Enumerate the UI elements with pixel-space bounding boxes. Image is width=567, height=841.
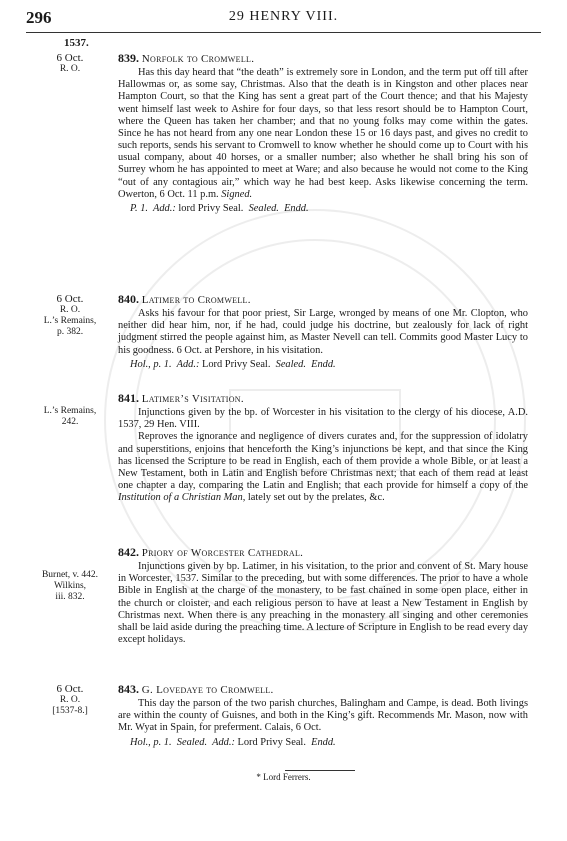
entry-date: 6 Oct. xyxy=(56,293,84,305)
entry-source: L.’s Remains, xyxy=(43,406,97,416)
entry-heading xyxy=(118,52,528,65)
entry-840 xyxy=(118,293,528,371)
signed-note: Signed. xyxy=(221,188,253,200)
entry-title: Priory of Worcester Cathedral. xyxy=(141,547,304,559)
entry-number: 843. xyxy=(118,682,139,696)
entry-839 xyxy=(118,52,528,215)
entry-heading xyxy=(118,546,528,559)
running-title: 29 HENRY VIII. xyxy=(228,9,339,24)
entry-number: 839. xyxy=(118,51,139,65)
entry-body: This day the parson of the two parish churches, Balingham and Campe, is dead. Both livings are within the county of Guisnes, and both in the King’s gift. Recommends Mr. Mason, now with Mr. Wyat in Spain, for preferment. Calais, 6 Oct. xyxy=(118,698,528,734)
entry-heading xyxy=(118,392,528,405)
entry-number: 841. xyxy=(118,391,139,405)
entry-footer: Hol., p. 1. Add.: Lord Privy Seal. Sealed. Endd. xyxy=(130,358,336,370)
entry-footer: Hol., p. 1. Sealed. Add.: Lord Privy Seal. Endd. xyxy=(130,736,336,748)
entry-842 xyxy=(118,546,528,646)
entry-number: 840. xyxy=(118,292,139,306)
header-rule xyxy=(26,32,541,33)
entry-body-2: Reproves the ignorance and negligence of divers curates and, for the suppression of idolatry and superstitions, enjoins that henceforth the King’s injunctions be kept, and that since the King has licensed the Scripture to be read in English, each of them provide a whole Bible, or at least a New Testament, both in Latin and English before Christmas next; that each of them read at least one chapter a day, comparing the Latin and English; that each provide for himself a copy of the Institution of a Christian Man, lately set out by the prelates, &c. xyxy=(118,431,528,504)
footnote: * Lord Ferrers. xyxy=(256,772,311,782)
entry-heading xyxy=(118,683,528,696)
year-label: 1537. xyxy=(64,37,89,49)
entry-843 xyxy=(118,683,528,749)
entry-footer: P. 1. Add.: lord Privy Seal. Sealed. Endd. xyxy=(130,202,309,214)
entry-number: 842. xyxy=(118,545,139,559)
entry-title: G. Lovedaye to Cromwell. xyxy=(141,684,274,696)
page-number: 296 xyxy=(26,8,52,27)
entry-body: Has this day heard that “the death” is extremely sore in London, and the term put off till after Hallowmas or, as some say, Christmas. Also that the death is in Kingston and other places near Hampton Court, so that the King has sent a great part of the Court thence; and that his Majesty went himself last week to Ashire for four days, so that less resort should be to Hampton Court, where the Queen has taken her chamber; and that no young folks may come within the gates. Since he has not heard from any one near London these 15 or 16 days past, and gives no credit to such reports, sends his servant to Cromwell to know whether he should come up to Court with his usual company, about 40 horses, or a smaller number; also whether he shall bring his son of Surrey whom he has appointed to meet at Ware; and also because he would not come to the King “out of any contagious air,” which way he had best keep. Asks likewise concerning the term. Owerton, 6 Oct. 11 p.m. Signed. xyxy=(118,67,528,200)
entry-date: 6 Oct. xyxy=(56,52,84,64)
entry-body: Injunctions given by bp. Latimer, in his visitation, to the prior and convent of St. Mary house in Worcester, 1537. Similar to the preceding, but with some differences. The prior to have a whole Bible in English at the charge of the monastery, to be fast chained in some open place, either in the church or cloister, and each religious person to have at least a New Testament in English by Christmas next. When there is any preaching in the monastery all singing and other ceremonies shall be laid aside during the preaching time. A lecture of Scripture in English to be read every day except holidays. xyxy=(118,561,529,646)
margin-note-842: Burnet, v. 442. Wilkins, iii. 832. xyxy=(30,570,110,603)
footnote-rule xyxy=(285,770,355,771)
entry-source: R. O. xyxy=(59,64,81,74)
entry-source: R. O. xyxy=(59,695,81,705)
margin-note-841: L.’s Remains, 242. xyxy=(30,406,110,428)
entry-source: Burnet, v. 442. xyxy=(41,570,99,580)
entry-body: Asks his favour for that poor priest, Sir Large, wronged by means of one Mr. Clopton, who neither did hear him, nor, if he had, could judge his doctrine, but zealously for lack of right judgment stirred the people against him, as Master Nevell can tell. Commits good Master Lucy to his goodness. 6 Oct. at Pershore, in his visitation. xyxy=(118,308,528,356)
margin-note-839 xyxy=(30,53,110,75)
entry-body: Injunctions given by the bp. of Worcester in his visitation to the clergy of his diocese, A.D. 1537, 29 Hen. VIII. xyxy=(118,407,528,431)
page-header xyxy=(26,8,541,30)
margin-note-843: 6 Oct. R. O. [1537-8.] xyxy=(30,684,110,717)
entry-841 xyxy=(118,392,528,504)
entry-heading xyxy=(118,293,528,306)
entry-date: 6 Oct. xyxy=(56,683,84,695)
entry-title: Norfolk to Cromwell. xyxy=(141,53,255,65)
entry-title: Latimer to Cromwell. xyxy=(141,294,251,306)
margin-note-840: 6 Oct. R. O. L.’s Remains, p. 382. xyxy=(30,294,110,338)
entry-title: Latimer’s Visitation. xyxy=(141,393,244,405)
entry-source: R. O. xyxy=(59,305,81,315)
